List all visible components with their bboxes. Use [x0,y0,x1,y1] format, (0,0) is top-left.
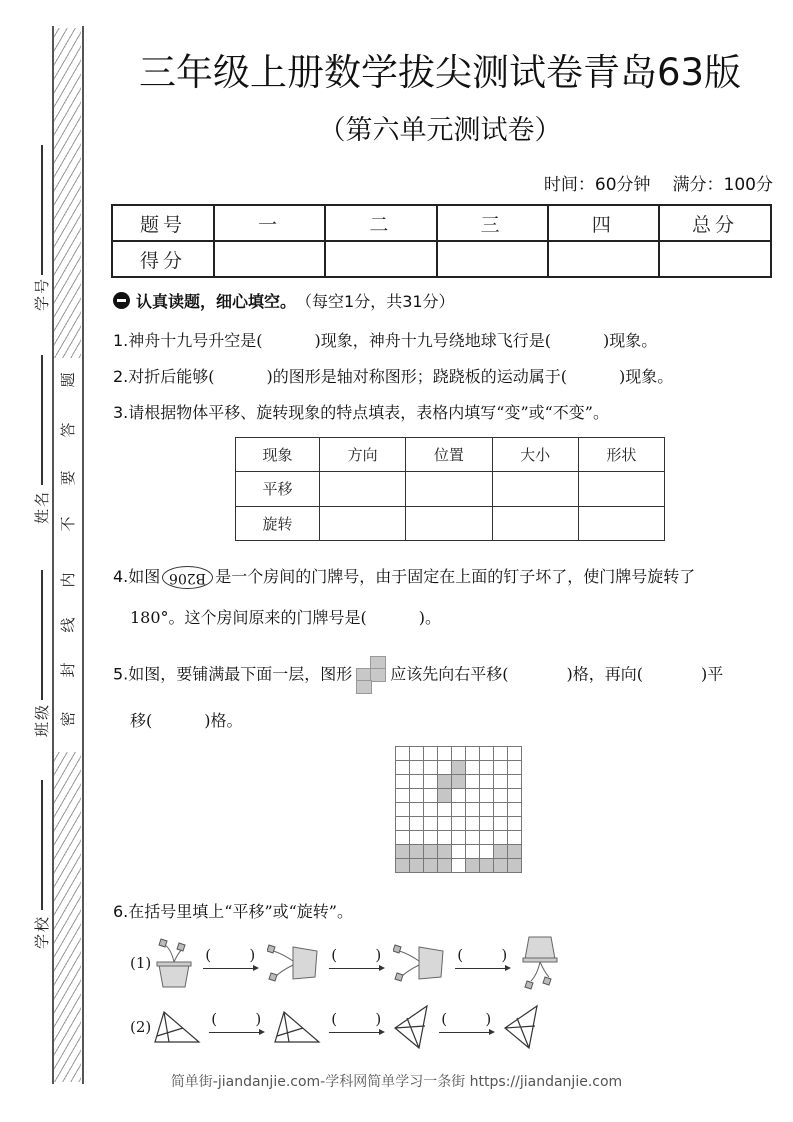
score-table-column: 总分 [659,205,771,241]
seal-char: 封 [59,662,77,678]
grid-cell [480,789,494,803]
grid-cell [466,831,480,845]
sequence-label: (2) [130,1018,152,1036]
triangle-rotated-icon [393,1004,431,1050]
grid-cell [424,845,438,859]
section-title: 认真读题，细心填空。 [136,292,297,311]
score-cell[interactable] [325,241,436,277]
grid-cell [494,845,508,859]
answer-cell[interactable] [578,506,664,540]
grid-cell [494,803,508,817]
grid-cell [466,817,480,831]
grid-cell [410,803,424,817]
grid-cell [438,845,452,859]
grid-cell [480,803,494,817]
score-table-column: 一 [214,205,325,241]
seal-char: 内 [59,572,77,588]
answer-cell[interactable] [492,472,578,506]
hatch-pattern-bottom [54,752,81,1082]
name-field-line[interactable] [41,355,43,485]
grid-cell [438,831,452,845]
grid-cell [452,859,466,873]
question-3 [113,400,609,423]
question-text: 应该先向右平移( [390,664,509,684]
binding-line-right [82,26,84,1084]
question-text: 在括号里填上“平移”或“旋转”。 [128,902,353,921]
answer-cell[interactable] [406,472,492,506]
section-number-one-icon [113,292,130,309]
grid-cell [438,859,452,873]
answer-cell[interactable] [320,506,406,540]
answer-cell[interactable] [406,506,492,540]
footer-watermark: 简单街-jiandanjie.com-学科网简单学习一条街 https://jiandanjie.com [170,1074,623,1090]
grid-cell [410,831,424,845]
grid-cell [480,747,494,761]
question-text: 如图 [128,567,161,586]
class-field-line[interactable] [41,570,43,700]
grid-cell [466,775,480,789]
transform-arrow[interactable]: ( ) [203,946,259,980]
grid-cell [494,859,508,873]
tiling-grid [395,746,522,873]
grid-cell [452,789,466,803]
question-2 [113,364,673,387]
question-number: 1. [113,331,129,350]
grid-cell [508,789,522,803]
grid-cell [424,775,438,789]
question-text: 请根据物体平移、旋转现象的特点填表，表格内填写“变”或“不变”。 [128,403,609,422]
grid-cell [438,789,452,803]
table-header: 现象 [236,438,320,472]
score-cell[interactable] [548,241,659,277]
section-points: （每空1分，共31分） [296,292,455,311]
grid-cell [438,747,452,761]
school-field-line[interactable] [41,780,43,910]
grid-cell [452,747,466,761]
grid-cell [424,747,438,761]
question-number: 3. [113,403,129,422]
question-5 [113,656,723,694]
grid-cell [466,845,480,859]
grid-cell [452,817,466,831]
grid-cell [494,747,508,761]
grid-cell [410,859,424,873]
seal-char: 线 [59,617,77,633]
flower-pot-upright-icon [153,937,195,989]
grid-cell [424,831,438,845]
grid-cell [466,747,480,761]
question-1 [113,328,657,351]
score-table-row-header: 题号 [112,205,214,241]
question-4 [113,564,695,589]
row-label: 旋转 [236,506,320,540]
grid-cell [396,859,410,873]
grid-cell [410,775,424,789]
transform-arrow[interactable]: ( ) [329,946,385,980]
grid-cell [424,761,438,775]
question-number: 4. [113,567,129,586]
grid-cell [438,775,452,789]
grid-cell [396,831,410,845]
hatch-pattern-top [54,28,81,358]
table-header: 形状 [578,438,664,472]
student-id-label: 学号 [33,277,51,312]
grid-cell [396,817,410,831]
grid-cell [466,789,480,803]
table-header: 位置 [406,438,492,472]
grid-cell [480,761,494,775]
grid-cell [452,761,466,775]
grid-cell [438,761,452,775]
question-text: )现象。 [603,331,658,350]
question-text: )现象，神舟十九号绕地球飞行是( [314,331,552,350]
grid-cell [410,845,424,859]
answer-cell[interactable] [492,506,578,540]
question-5-line-2 [130,708,243,731]
answer-cell[interactable] [320,472,406,506]
table-header: 大小 [492,438,578,472]
question-text: 180°。这个房间原来的门牌号是( [130,608,367,627]
grid-cell [508,803,522,817]
grid-cell [466,761,480,775]
triangle-icon [153,1010,201,1044]
question-text: 神舟十九号升空是( [128,331,263,350]
grid-cell [508,761,522,775]
phenomenon-table [235,437,665,541]
question-text: )格。 [204,711,243,730]
grid-cell [452,845,466,859]
exam-time: 时间：60分钟 [543,175,651,195]
seal-char: 题 [59,372,77,388]
triangle-rotated-icon [503,1004,541,1050]
grid-cell [508,845,522,859]
grid-cell [396,761,410,775]
score-table-row-header: 得分 [112,241,214,277]
question-text: )的图形是轴对称图形；跷跷板的运动属于( [266,367,568,386]
row-label: 平移 [236,472,320,506]
section-heading-1 [113,289,455,312]
score-cell[interactable] [659,241,771,277]
score-cell[interactable] [214,241,325,277]
name-label: 姓名 [33,490,51,525]
exam-meta [544,170,773,195]
grid-cell [508,747,522,761]
question-text: 对折后能够( [128,367,215,386]
grid-cell [424,789,438,803]
grid-cell [466,859,480,873]
question-text: )现象。 [619,367,674,386]
grid-cell [466,803,480,817]
grid-cell [396,775,410,789]
transform-arrow[interactable]: ( ) [439,1010,495,1044]
flower-pot-tilted-icon [393,941,447,985]
score-table-header-row [112,205,771,241]
school-label: 学校 [33,915,51,950]
question-text: 如图，要铺满最下面一层，图形 [128,664,353,684]
tetromino-shape-icon [356,656,386,694]
grid-cell [410,817,424,831]
grid-cell [410,747,424,761]
student-id-field-line[interactable] [41,145,43,275]
flower-pot-upside-down-icon [519,935,561,991]
page-subtitle: （第六单元测试卷） [318,115,562,146]
grid-cell [396,845,410,859]
seal-char: 答 [59,422,77,438]
grid-cell [424,803,438,817]
transform-sequence-1 [130,935,561,991]
grid-cell [396,803,410,817]
score-table-column: 三 [437,205,548,241]
grid-cell [494,761,508,775]
question-6 [113,899,353,922]
page-title: 三年级上册数学拔尖测试卷青岛63版 [138,51,742,94]
grid-cell [480,845,494,859]
grid-cell [410,761,424,775]
grid-cell [508,817,522,831]
grid-cell [452,831,466,845]
grid-cell [480,817,494,831]
table-header: 方向 [320,438,406,472]
grid-cell [438,817,452,831]
question-text: )格，再向( [566,664,644,684]
score-table [111,204,772,278]
grid-cell [494,817,508,831]
question-text: )平 [701,664,724,684]
grid-cell [494,831,508,845]
grid-cell [452,775,466,789]
door-plate-text: B206 [169,570,207,586]
seal-char: 密 [59,711,77,727]
triangle-icon [273,1010,321,1044]
flower-pot-tilted-icon [267,941,321,985]
grid-cell [480,859,494,873]
grid-cell [396,789,410,803]
answer-cell[interactable] [578,472,664,506]
grid-cell [494,789,508,803]
question-number: 5. [113,664,129,684]
grid-cell [508,775,522,789]
question-number: 6. [113,902,129,921]
grid-cell [396,747,410,761]
grid-cell [410,789,424,803]
score-table-column: 四 [548,205,659,241]
class-label: 班级 [33,703,51,738]
grid-cell [494,775,508,789]
transform-sequence-2 [130,1004,541,1050]
question-number: 2. [113,367,129,386]
grid-cell [452,803,466,817]
grid-cell [508,859,522,873]
exam-full-score: 满分：100分 [672,175,773,195]
table-row [236,472,665,506]
grid-cell [508,831,522,845]
grid-cell [424,817,438,831]
question-text: 是一个房间的门牌号，由于固定在上面的钉子坏了，使门牌号旋转了 [215,567,696,586]
grid-cell [480,831,494,845]
seal-char: 不 [59,516,77,532]
transform-arrow[interactable]: ( ) [209,1010,265,1044]
score-table-score-row [112,241,771,277]
phenomenon-table-header [236,438,665,472]
door-plate-rotated-image [162,566,213,589]
grid-cell [424,859,438,873]
table-row [236,506,665,540]
question-4-line-2 [130,605,441,628]
sequence-label: (1) [130,954,152,972]
question-text: )。 [418,608,442,627]
grid-cell [438,803,452,817]
question-text: 移( [130,711,153,730]
grid-cell [480,775,494,789]
score-cell[interactable] [437,241,548,277]
transform-arrow[interactable]: ( ) [455,946,511,980]
transform-arrow[interactable]: ( ) [329,1010,385,1044]
score-table-column: 二 [325,205,436,241]
seal-char: 要 [59,470,77,486]
